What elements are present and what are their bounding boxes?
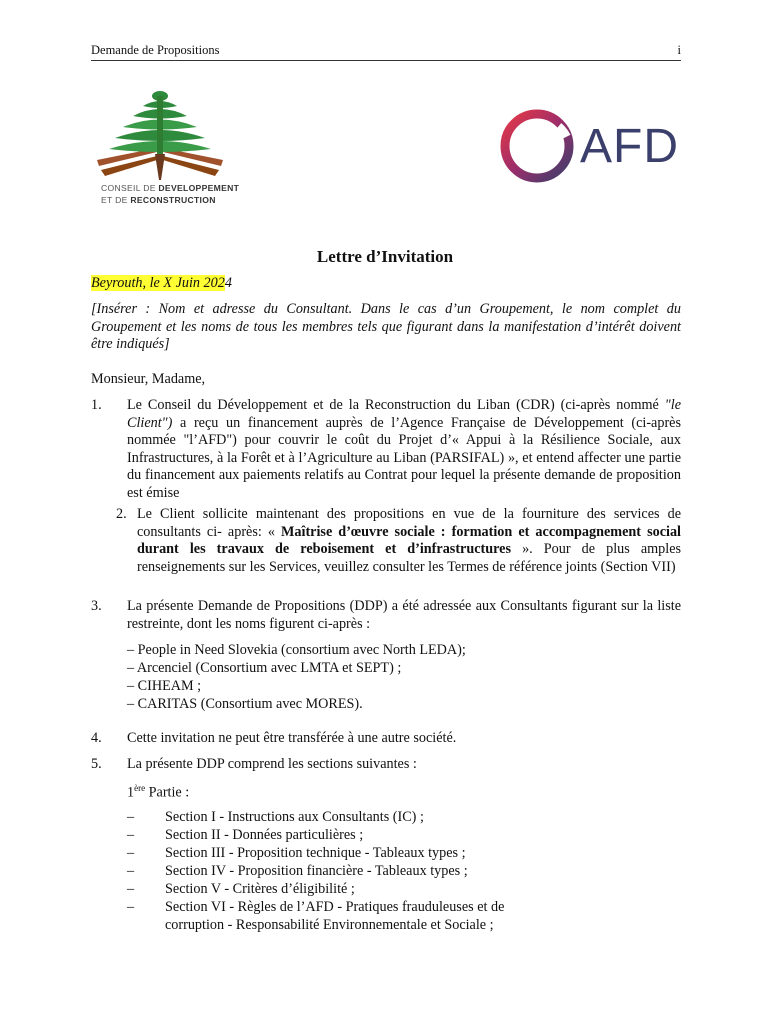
section-dash: – <box>127 899 135 915</box>
item-4-text: Cette invitation ne peut être transférée à une autre société. <box>127 730 457 746</box>
section-dash: – <box>127 863 135 879</box>
part-label: 1ère Partie : <box>127 783 190 801</box>
salutation: Monsieur, Madame, <box>91 371 206 387</box>
consultant-item: – CIHEAM ; <box>127 678 202 694</box>
afd-logo <box>498 107 688 187</box>
cdr-name-line-1: CONSEIL DE DEVELOPPEMENT <box>101 183 240 193</box>
section-item: Section III - Proposition technique - Tableaux types ; <box>165 845 466 861</box>
section-dash: – <box>127 827 135 843</box>
afd-wordmark: AFD <box>580 120 679 173</box>
consultant-instruction: [Insérer : Nom et adresse du Consultant. Dans le cas d’un Groupement, le nom complet du Groupement et les noms de tous les membres tels que figurant dans la manifestation d’intérêt doivent être indiqués] <box>91 301 681 353</box>
item-4-number: 4. <box>91 730 102 746</box>
consultant-item: – Arcenciel (Consortium avec LMTA et SEPT) ; <box>127 660 402 676</box>
item-2-number: 2. <box>116 506 127 522</box>
section-item: Section V - Critères d’éligibilité ; <box>165 881 355 897</box>
section-item: Section IV - Proposition financière - Tableaux types ; <box>165 863 468 879</box>
item-3-text: La présente Demande de Propositions (DDP) a été adressée aux Consultants figurant sur la liste restreinte, dont les noms figurent ci-après : <box>127 598 681 632</box>
item-1-text: Le Conseil du Développement et de la Reconstruction du Liban (CDR) (ci-après nommé "le Client") a reçu un financement auprès de l’Agence Française de Développement (ci-après nommée "l’AFD") pour couvrir le coût du Projet d’« Appui à la Résilience Sociale, aux Infrastructures, à la Forêt et à l’Agriculture au Liban (PARSIFAL) », et entend affecter une partie du financement aux paiements relatifs au Contrat pour lequel la présente demande de proposition est émise <box>127 397 681 501</box>
page-header <box>91 42 681 61</box>
cedar-tree-icon <box>95 88 225 180</box>
section-item: Section VI - Règles de l’AFD - Pratiques frauduleuses et de corruption - Responsabilité Environnementale et Sociale ; <box>165 899 505 933</box>
afd-ring-icon <box>498 107 576 185</box>
item-2-text: Le Client sollicite maintenant des propositions en vue de la fourniture des services de consultants ci- après: « Maîtrise d’œuvre sociale : formation et accompagnement social durant les travaux de reboisement et d’infrastructures ». Pour de plus amples renseignements sur les Services, veuillez consulter les Termes de référence joints (Section VII) <box>137 506 682 575</box>
item-5-number: 5. <box>91 756 102 772</box>
header-title: Demande de Propositions <box>91 43 220 57</box>
section-dash: – <box>127 845 135 861</box>
cdr-name-line-2: ET DE RECONSTRUCTION <box>101 195 216 205</box>
section-dash: – <box>127 881 135 897</box>
item-1-number: 1. <box>91 397 102 413</box>
cdr-logo <box>95 88 240 210</box>
section-item: Section I - Instructions aux Consultants (IC) ; <box>165 809 424 825</box>
section-item: Section II - Données particulières ; <box>165 827 364 843</box>
item-3-number: 3. <box>91 598 102 614</box>
consultant-item: – People in Need Slovekia (consortium avec North LEDA); <box>127 642 466 658</box>
page-title: Lettre d’Invitation <box>316 247 454 266</box>
consultant-item: – CARITAS (Consortium avec MORES). <box>127 696 363 712</box>
date-line: Beyrouth, le X Juin 2024 <box>91 275 232 291</box>
page-number: i <box>677 43 681 57</box>
item-5-text: La présente DDP comprend les sections suivantes : <box>127 756 417 772</box>
section-dash: – <box>127 809 135 825</box>
